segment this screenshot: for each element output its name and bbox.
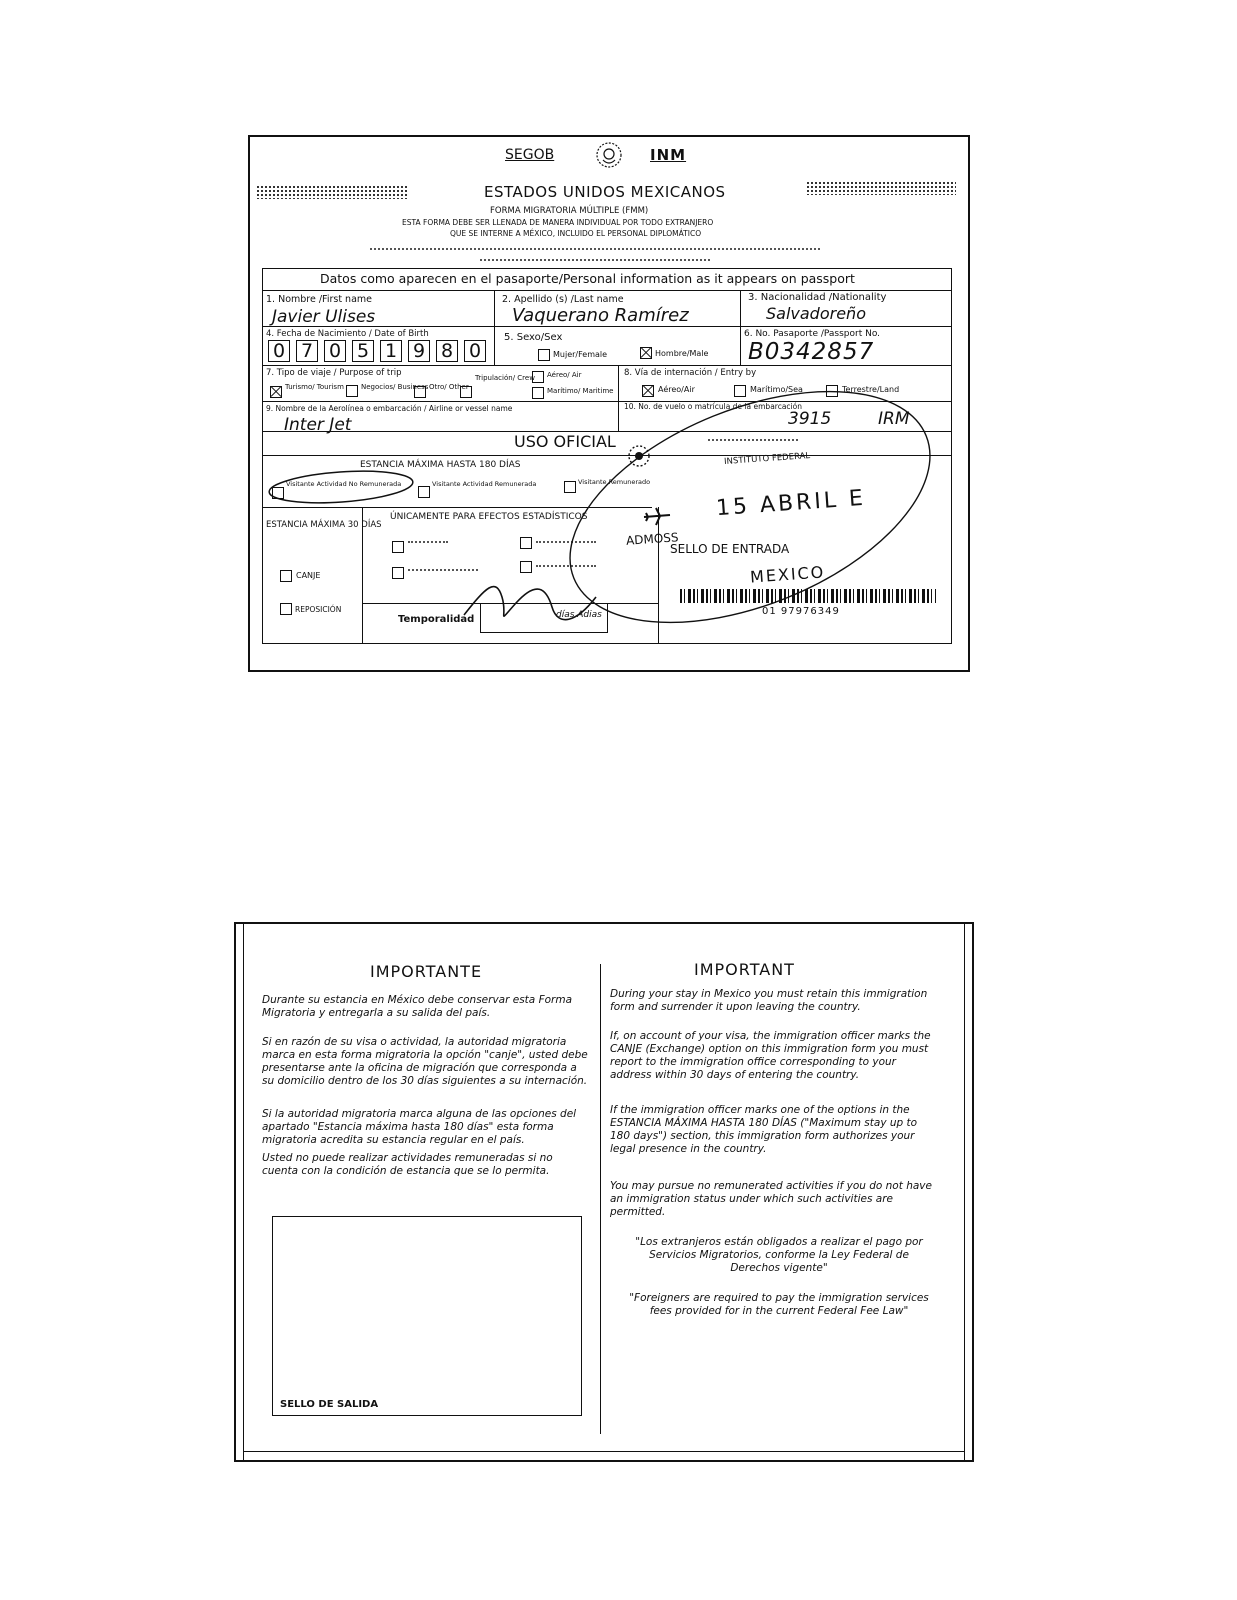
sex-label: 5. Sexo/Sex	[504, 332, 563, 343]
last-name-value: Vaquerano Ramírez	[512, 305, 689, 326]
form-instructions-2: QUE SE INTERNE A MÉXICO, INCLUIDO EL PERSONAL DIPLOMÁTICO	[450, 229, 702, 238]
divider	[740, 326, 741, 365]
canje-checkbox[interactable]	[280, 570, 292, 582]
trip-tourism-label: Turismo/ Tourism	[285, 383, 344, 391]
passport-number-value: B0342857	[748, 339, 875, 365]
es-paragraph-3: Si la autoridad migratoria marca alguna de las opciones del apartado "Estancia máxima hasta 180 días" esta forma migratoria acredita su estancia regular en el país.	[262, 1108, 577, 1146]
en-paragraph-5: "Los extranjeros están obligados a realizar el pago por Servicios Migratorios, conforme la Ley Federal de Derechos vigente"	[635, 1236, 923, 1274]
trip-other-checkbox[interactable]	[414, 386, 426, 398]
sex-male-label: Hombre/Male	[655, 349, 709, 358]
es-paragraph-1: Durante su estancia en México debe conservar esta Forma Migratoria y entregarla a su salida del país.	[262, 994, 573, 1019]
sex-male-checkbox[interactable]	[640, 347, 652, 359]
es-paragraph-4: Usted no puede realizar actividades remuneradas si no cuenta con la condición de estancia que se lo permita.	[262, 1152, 553, 1177]
en-paragraph-4: You may pursue no remunerated activities if you do not have an immigration status under which such activities are permitted.	[610, 1180, 932, 1218]
stamp-code: 01 97976349	[762, 606, 840, 617]
left-border-line	[243, 924, 244, 1462]
form-title: ESTADOS UNIDOS MEXICANOS	[484, 183, 726, 201]
nationality-value: Salvadoreño	[766, 304, 866, 323]
important-heading: IMPORTANT	[694, 960, 795, 979]
dob-digit-box: 5	[352, 340, 374, 362]
flight-number-value: 3915	[788, 409, 832, 429]
immigration-form-front	[248, 135, 970, 672]
max-stay-30-heading: ESTANCIA MÁXIMA 30 DÍAS	[266, 520, 382, 530]
trip-business-checkbox[interactable]	[346, 385, 358, 397]
trip-crew-label: Tripulación/ Crew	[475, 374, 535, 382]
canje-label: CANJE	[296, 571, 321, 580]
visitor-paid-checkbox[interactable]	[418, 486, 430, 498]
importante-heading: IMPORTANTE	[370, 962, 483, 981]
illegible-stamp-text	[708, 439, 798, 441]
national-seal-icon	[594, 140, 624, 170]
nationality-label: 3. Nacionalidad /Nationality	[748, 292, 887, 303]
right-border-line	[964, 924, 965, 1462]
stamp-date: 15 ABRIL E	[715, 485, 867, 522]
barcode	[680, 589, 936, 603]
temporalidad-label: Temporalidad	[398, 614, 475, 625]
illegible-line-1	[370, 248, 820, 250]
segob-logo: SEGOB	[505, 147, 555, 163]
entry-air-label: Aéreo/Air	[658, 385, 695, 394]
airline-value: Inter Jet	[284, 415, 352, 435]
dob-digit-box: 0	[324, 340, 346, 362]
trip-business-label: Negocios/ Business	[361, 383, 429, 391]
stamp-country: MEXICO	[749, 562, 826, 587]
divider	[262, 365, 952, 366]
last-name-label: 2. Apellido (s) /Last name	[502, 294, 624, 305]
dob-digit-box: 0	[464, 340, 486, 362]
stats-option-2-checkbox[interactable]	[520, 537, 532, 549]
reposicion-label: REPOSICIÓN	[295, 605, 342, 614]
divider	[494, 326, 495, 365]
divider	[494, 290, 495, 326]
visitor-unpaid-label: Visitante Actividad No Remunerada	[286, 480, 402, 488]
first-name-label: 1. Nombre /First name	[266, 294, 373, 305]
stamp-entry-label: SELLO DE ENTRADA	[670, 542, 790, 556]
dob-label: 4. Fecha de Nacimiento / Date of Birth	[266, 329, 429, 339]
trip-tourism-checkbox[interactable]	[270, 386, 282, 398]
redacted-header-right	[806, 181, 956, 195]
stamp-office: INSTITUTO FEDERAL	[723, 451, 811, 467]
immigration-form-back	[234, 922, 974, 1462]
exit-stamp-box	[272, 1216, 582, 1416]
en-paragraph-2: If, on account of your visa, the immigration officer marks the CANJE (Exchange) option on this immigration form you must report to the immigration office corresponding to your address within 30 days of entering the country.	[610, 1030, 931, 1081]
entry-by-label: 8. Vía de internación / Entry by	[624, 368, 757, 378]
flight-number-label: 10. No. de vuelo o matrícula de la embarcación	[624, 402, 802, 411]
passport-number-label: 6. No. Pasaporte /Passport No.	[744, 329, 881, 339]
sex-female-label: Mujer/Female	[553, 350, 608, 359]
divider	[362, 507, 363, 644]
en-paragraph-6: "Foreigners are required to pay the immigration services fees provided for in the current Federal Fee Law"	[629, 1292, 929, 1317]
sex-female-checkbox[interactable]	[538, 349, 550, 361]
max-stay-180-heading: ESTANCIA MÁXIMA HASTA 180 DÍAS	[360, 460, 521, 470]
visitor-other-label: Visitante Remunerado	[578, 478, 651, 486]
reposicion-checkbox[interactable]	[280, 603, 292, 615]
dob-digit-box: 9	[408, 340, 430, 362]
trip-air-checkbox[interactable]	[532, 371, 544, 383]
temporalidad-value: días Adias	[556, 610, 602, 620]
first-name-value: Javier Ulises	[272, 307, 376, 327]
visitor-paid-label: Visitante Actividad Remunerada	[432, 480, 537, 488]
handwritten-circle-mark	[266, 469, 416, 505]
divider	[740, 290, 741, 326]
trip-air-label: Aéreo/ Air	[547, 371, 582, 379]
dob-digit-box: 7	[296, 340, 318, 362]
en-paragraph-3: If the immigration officer marks one of the options in the ESTANCIA MÁXIMA HASTA 180 DÍAS ("Maximum stay up to 180 days") section, this immigration form authorizes your legal presence in the country.	[610, 1104, 918, 1155]
dob-digit-box: 1	[380, 340, 402, 362]
redacted-header-left	[256, 185, 408, 199]
statistics-heading: ÚNICAMENTE PARA EFECTOS ESTADÍSTICOS	[390, 512, 588, 522]
airplane-icon	[642, 505, 672, 529]
form-subtitle: FORMA MIGRATORIA MÚLTIPLE (FMM)	[490, 206, 649, 216]
entry-sea-label: Marítimo/Sea	[750, 385, 803, 394]
entry-land-label: Terrestre/Land	[842, 385, 900, 394]
passport-info-banner: Datos como aparecen en el pasaporte/Personal information as it appears on passport	[320, 271, 855, 286]
stamp-port: ADMOSS	[625, 530, 679, 548]
stats-option-3-checkbox[interactable]	[392, 567, 404, 579]
illegible-line-2	[480, 259, 710, 261]
trip-maritime-checkbox[interactable]	[532, 387, 544, 399]
trip-purpose-label: 7. Tipo de viaje / Purpose of trip	[266, 368, 402, 378]
official-use-heading: USO OFICIAL	[514, 432, 616, 451]
en-paragraph-1: During your stay in Mexico you must retain this immigration form and surrender it upon leaving the country.	[610, 988, 928, 1013]
airline-label: 9. Nombre de la Aerolínea o embarcación / Airline or vessel name	[266, 404, 513, 413]
flight-code-value: IRM	[878, 409, 910, 429]
column-divider	[600, 964, 601, 1434]
form-instructions-1: ESTA FORMA DEBE SER LLENADA DE MANERA INDIVIDUAL POR TODO EXTRANJERO	[402, 218, 714, 227]
stamp-seal-icon	[626, 443, 652, 469]
illegible-text	[408, 541, 448, 543]
es-paragraph-2: Si en razón de su visa o actividad, la autoridad migratoria marca en esta forma migratoria la opción "canje", usted debe presentarse ante la oficina de migración que corresponda a su domicilio dentro de los 30 días siguientes a su internación.	[262, 1036, 588, 1087]
inm-logo: INM	[650, 146, 687, 164]
dob-digit-box: 0	[268, 340, 290, 362]
trip-crew-checkbox[interactable]	[460, 386, 472, 398]
trip-maritime-label: Marítimo/ Maritime	[547, 387, 614, 395]
trip-other-label: Otro/ Other	[429, 383, 469, 391]
bottom-border-line	[243, 1451, 964, 1452]
divider	[262, 326, 952, 327]
exit-stamp-label: SELLO DE SALIDA	[280, 1399, 379, 1410]
banner-divider	[262, 290, 952, 291]
dob-digit-box: 8	[436, 340, 458, 362]
stats-option-1-checkbox[interactable]	[392, 541, 404, 553]
